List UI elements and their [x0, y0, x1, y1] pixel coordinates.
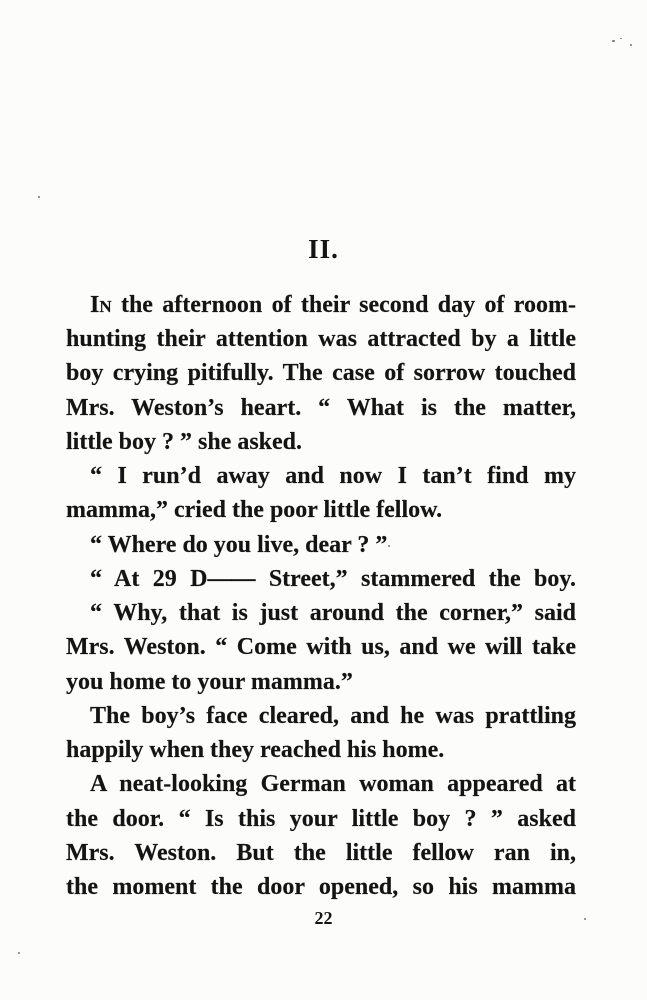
text-line-14: happily when they reached his home.	[66, 737, 445, 763]
text-line-18: the moment the door opened, so his mamma	[66, 874, 576, 900]
text-line-13: The boy’s face cleared, and he was prattling	[90, 703, 576, 729]
chapter-heading: II.	[308, 234, 339, 264]
scan-speck	[612, 40, 615, 42]
scan-speck	[18, 952, 20, 954]
text-line-9: “ At 29 D—— Street,” stammered the boy.	[90, 566, 576, 592]
text-line-3: boy crying pitifully. The case of sorrow touched	[66, 360, 576, 386]
scan-speck	[630, 44, 632, 46]
text-line-17: Mrs. Weston. But the little fellow ran in,	[66, 840, 576, 866]
text-line-16: the door. “ Is this your little boy ? ” asked	[66, 806, 576, 832]
text-line-6: “ I run’d away and now I tan’t find my	[90, 463, 576, 489]
scan-speck	[38, 196, 40, 198]
text-line-8: “ Where do you live, dear ? ”	[90, 532, 388, 558]
text-line-11: Mrs. Weston. “ Come with us, and we will take	[66, 634, 576, 660]
text-line-1	[90, 290, 576, 320]
text-line-12: you home to your mamma.”	[66, 669, 353, 695]
drop-lead-word: In	[90, 292, 112, 318]
text-line-1-rest: the afternoon of their second day of room-	[111, 292, 576, 318]
text-line-2: hunting their attention was attracted by a little	[66, 326, 576, 352]
scan-speck	[584, 918, 586, 920]
text-line-10: “ Why, that is just around the corner,” said	[90, 600, 576, 626]
scan-speck	[388, 545, 390, 547]
text-line-4: Mrs. Weston’s heart. “ What is the matter,	[66, 395, 576, 421]
page-number: 22	[314, 908, 333, 928]
text-line-5: little boy ? ” she asked.	[66, 429, 303, 455]
text-line-7: mamma,” cried the poor little fellow.	[66, 497, 443, 523]
text-line-15: A neat-looking German woman appeared at	[90, 771, 576, 797]
scan-speck	[620, 38, 622, 39]
